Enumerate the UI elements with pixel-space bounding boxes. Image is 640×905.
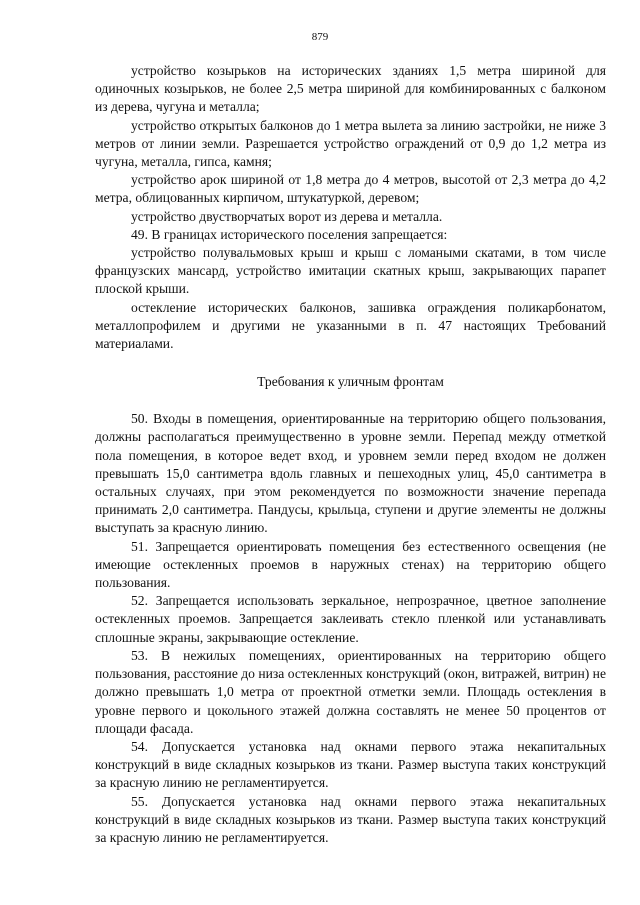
paragraph: 50. Входы в помещения, ориентированные на территорию общего пользования, должны располагаться преимущественно в уровне земли. Перепад между отметкой пола помещения, в которое ведет вход, и уровнем земли перед входом не должен превышать 15,0 сантиметра вдоль главных и пешеходных улиц, 45,0 сантиметра в остальных случаях, при этом рекомендуется по возможности значение перепада принимать 2,0 сантиметра. Пандусы, крыльца, ступени и другие элементы не должны выступать за красную линию. [95, 411, 606, 536]
document-body [95, 62, 606, 847]
paragraph: устройство арок шириной от 1,8 метра до 4 метров, высотой от 2,3 метра до 4,2 метра, облицованных кирпичом, штукатуркой, деревом; [95, 172, 606, 206]
paragraph: устройство полувальмовых крыш и крыш с ломаными скатами, в том числе французских мансард, устройство имитации скатных крыш, закрывающих парапет плоской крыши. [95, 245, 606, 297]
paragraph: остекление исторических балконов, зашивка ограждения поликарбонатом, металлопрофилем и другими не указанными в п. 47 настоящих Требований материалами. [95, 299, 606, 352]
paragraph: 55. Допускается установка над окнами первого этажа некапитальных конструкций в виде складных козырьков из ткани. Размер выступа таких конструкций за красную линию не регламентируется. [95, 793, 606, 845]
page-number: 879 [311, 31, 329, 43]
paragraph: устройство двустворчатых ворот из дерева и металла. [131, 208, 443, 224]
section-heading: Требования к уличным фронтам [257, 374, 444, 390]
paragraph: 52. Запрещается использовать зеркальное, непрозрачное, цветное заполнение остекленных проемов. Запрещается заклеивать стекло пленкой или устанавливать сплошные экраны, закрывающие остекление. [95, 593, 606, 645]
paragraph: устройство козырьков на исторических зданиях 1,5 метра шириной для одиночных козырьков, не более 2,5 метра шириной для комбинированных с балконом из дерева, чугуна и металла; [95, 63, 606, 115]
paragraph: 51. Запрещается ориентировать помещения без естественного освещения (не имеющие остекленных проемов в наружных стенах) на территорию общего пользования. [95, 538, 606, 591]
paragraph: 54. Допускается установка над окнами первого этажа некапитальных конструкций в виде складных козырьков из ткани. Размер выступа таких конструкций за красную линию не регламентируется. [95, 738, 606, 791]
paragraph: 53. В нежилых помещениях, ориентированных на территорию общего пользования, расстояние до низа остекленных конструкций (окон, витражей, витрин) не должно превышать 1,0 метра от проектной отметки земли. Площадь остекления в уровне первого и цокольного этажей должна составлять не менее 50 процентов от площади фасада. [95, 647, 606, 736]
paragraph: устройство открытых балконов до 1 метра вылета за линию застройки, не ниже 3 метров от линии земли. Разрешается устройство ограждений от 0,9 до 1,2 метра из чугуна, металла, гипса, камня; [95, 117, 606, 170]
paragraph: 49. В границах исторического поселения запрещается: [131, 226, 448, 242]
